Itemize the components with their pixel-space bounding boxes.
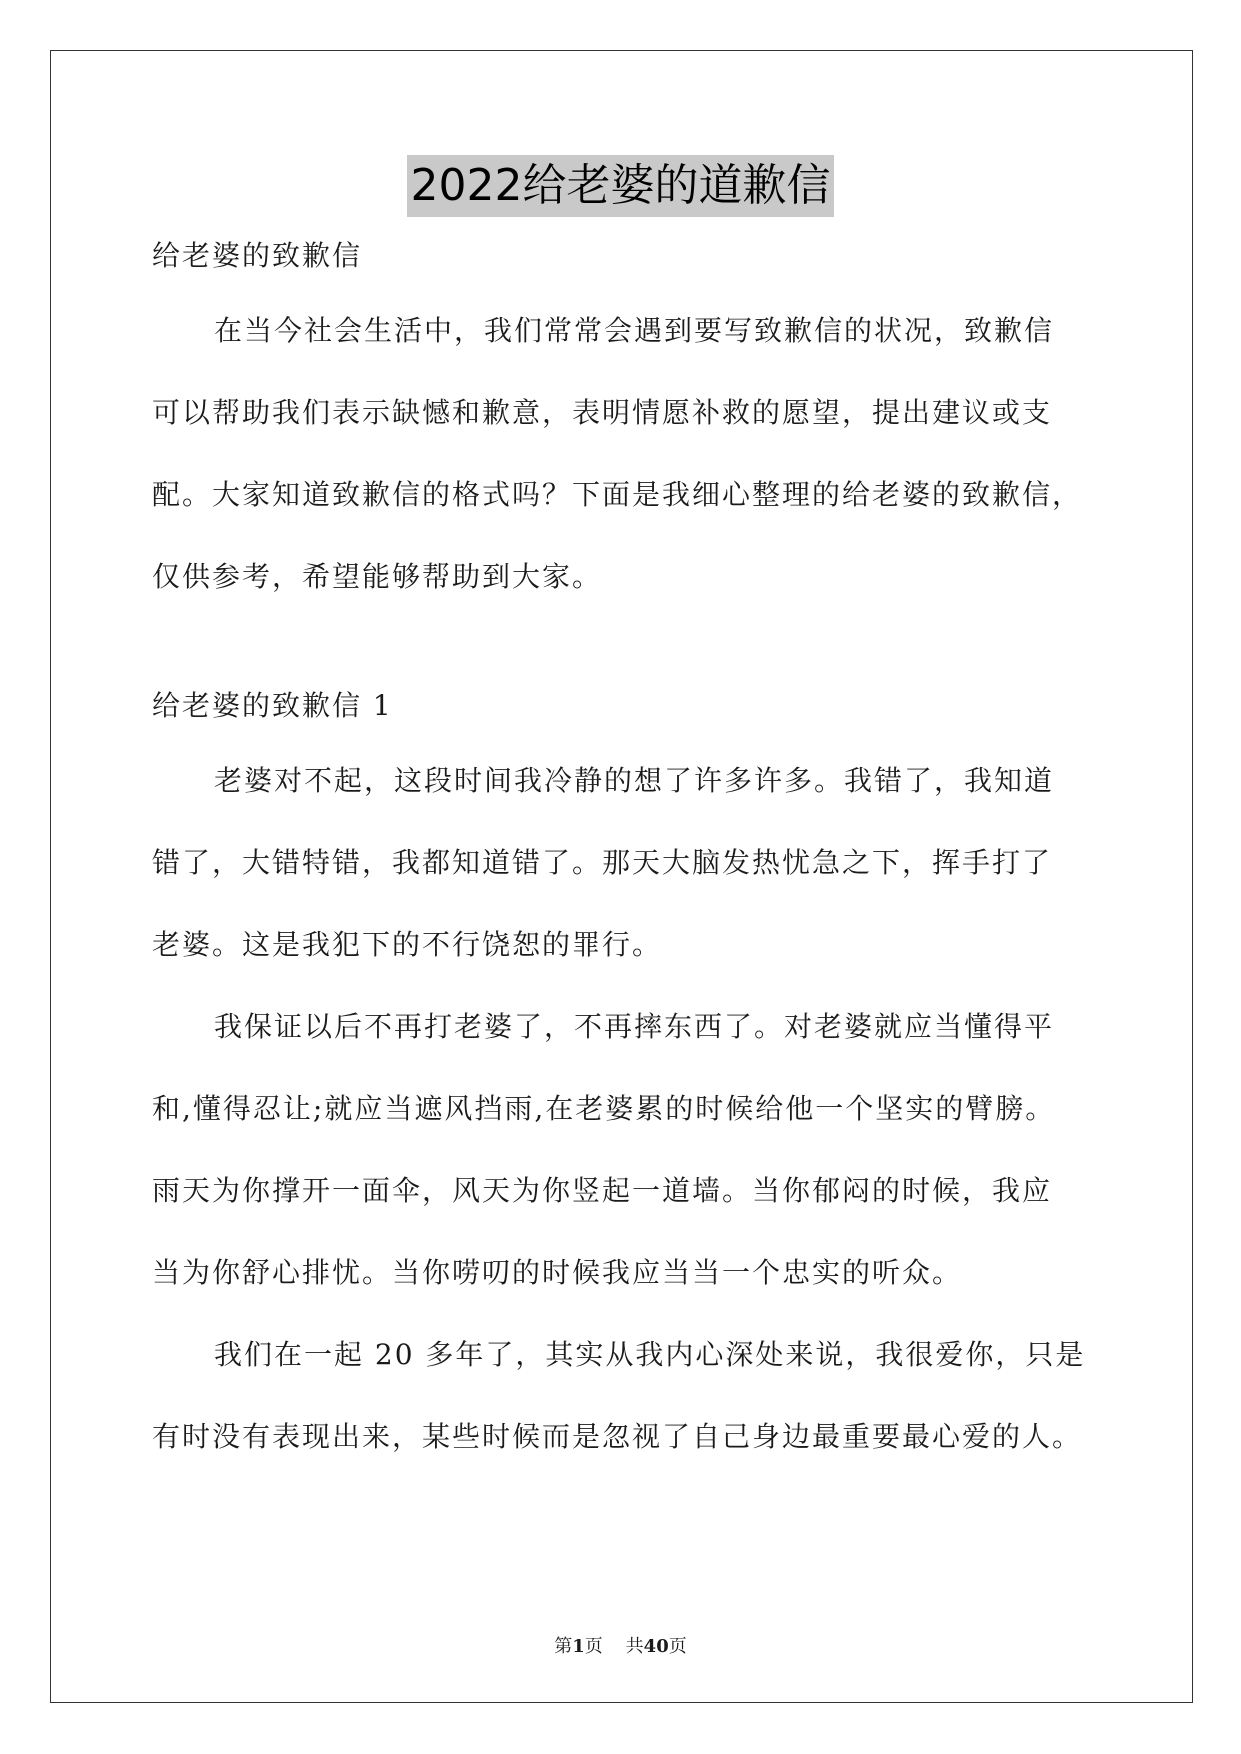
heading-2-block (152, 665, 1092, 747)
heading-1-block (152, 215, 1092, 297)
total-pages: 40 (643, 1636, 669, 1657)
section-heading: 给老婆的致歉信 (152, 239, 363, 272)
total-suffix: 页 (668, 1636, 687, 1657)
paragraph-line: 和,懂得忍让;就应当遮风挡雨,在老婆累的时候给他一个坚实的臂膀。 (152, 1092, 1056, 1125)
letter-paragraph-1 (152, 740, 1092, 986)
paragraph-line: 老婆对不起，这段时间我冷静的想了许多许多。我错了，我知道 (214, 764, 1055, 797)
page-footer (0, 1632, 1241, 1658)
paragraph-line: 有时没有表现出来，某些时候而是忽视了自己身边最重要最心爱的人。 (152, 1420, 1083, 1453)
paragraph-line: 在当今社会生活中，我们常常会遇到要写致歉信的状况，致歉信 (214, 314, 1055, 347)
section-heading: 给老婆的致歉信 1 (152, 689, 393, 722)
document-title: 2022给老婆的道歉信 (407, 155, 835, 217)
title-container (0, 155, 1241, 217)
letter-paragraph-2 (152, 986, 1092, 1314)
paragraph-line: 我们在一起 20 多年了，其实从我内心深处来说，我很爱你，只是 (214, 1338, 1086, 1371)
page-suffix: 页 (584, 1636, 603, 1657)
paragraph-line: 仅供参考，希望能够帮助到大家。 (152, 560, 603, 593)
paragraph-line: 配。大家知道致歉信的格式吗？下面是我细心整理的给老婆的致歉信， (152, 478, 1083, 511)
paragraph-line: 错了，大错特错，我都知道错了。那天大脑发热忧急之下，挥手打了 (152, 846, 1053, 879)
paragraph-line: 可以帮助我们表示缺憾和歉意，表明情愿补救的愿望，提出建议或支 (152, 396, 1053, 429)
page-prefix: 第 (554, 1636, 573, 1657)
paragraph-line: 雨天为你撑开一面伞，风天为你竖起一道墙。当你郁闷的时候，我应 (152, 1174, 1053, 1207)
paragraph-line: 我保证以后不再打老婆了，不再摔东西了。对老婆就应当懂得平 (214, 1010, 1055, 1043)
paragraph-line: 当为你舒心排忧。当你唠叨的时候我应当当一个忠实的听众。 (152, 1256, 963, 1289)
paragraph-line: 老婆。这是我犯下的不行饶恕的罪行。 (152, 928, 663, 961)
letter-paragraph-3 (152, 1314, 1092, 1478)
total-prefix: 共 (625, 1636, 644, 1657)
page-number: 1 (572, 1636, 585, 1657)
intro-paragraph (152, 290, 1092, 618)
